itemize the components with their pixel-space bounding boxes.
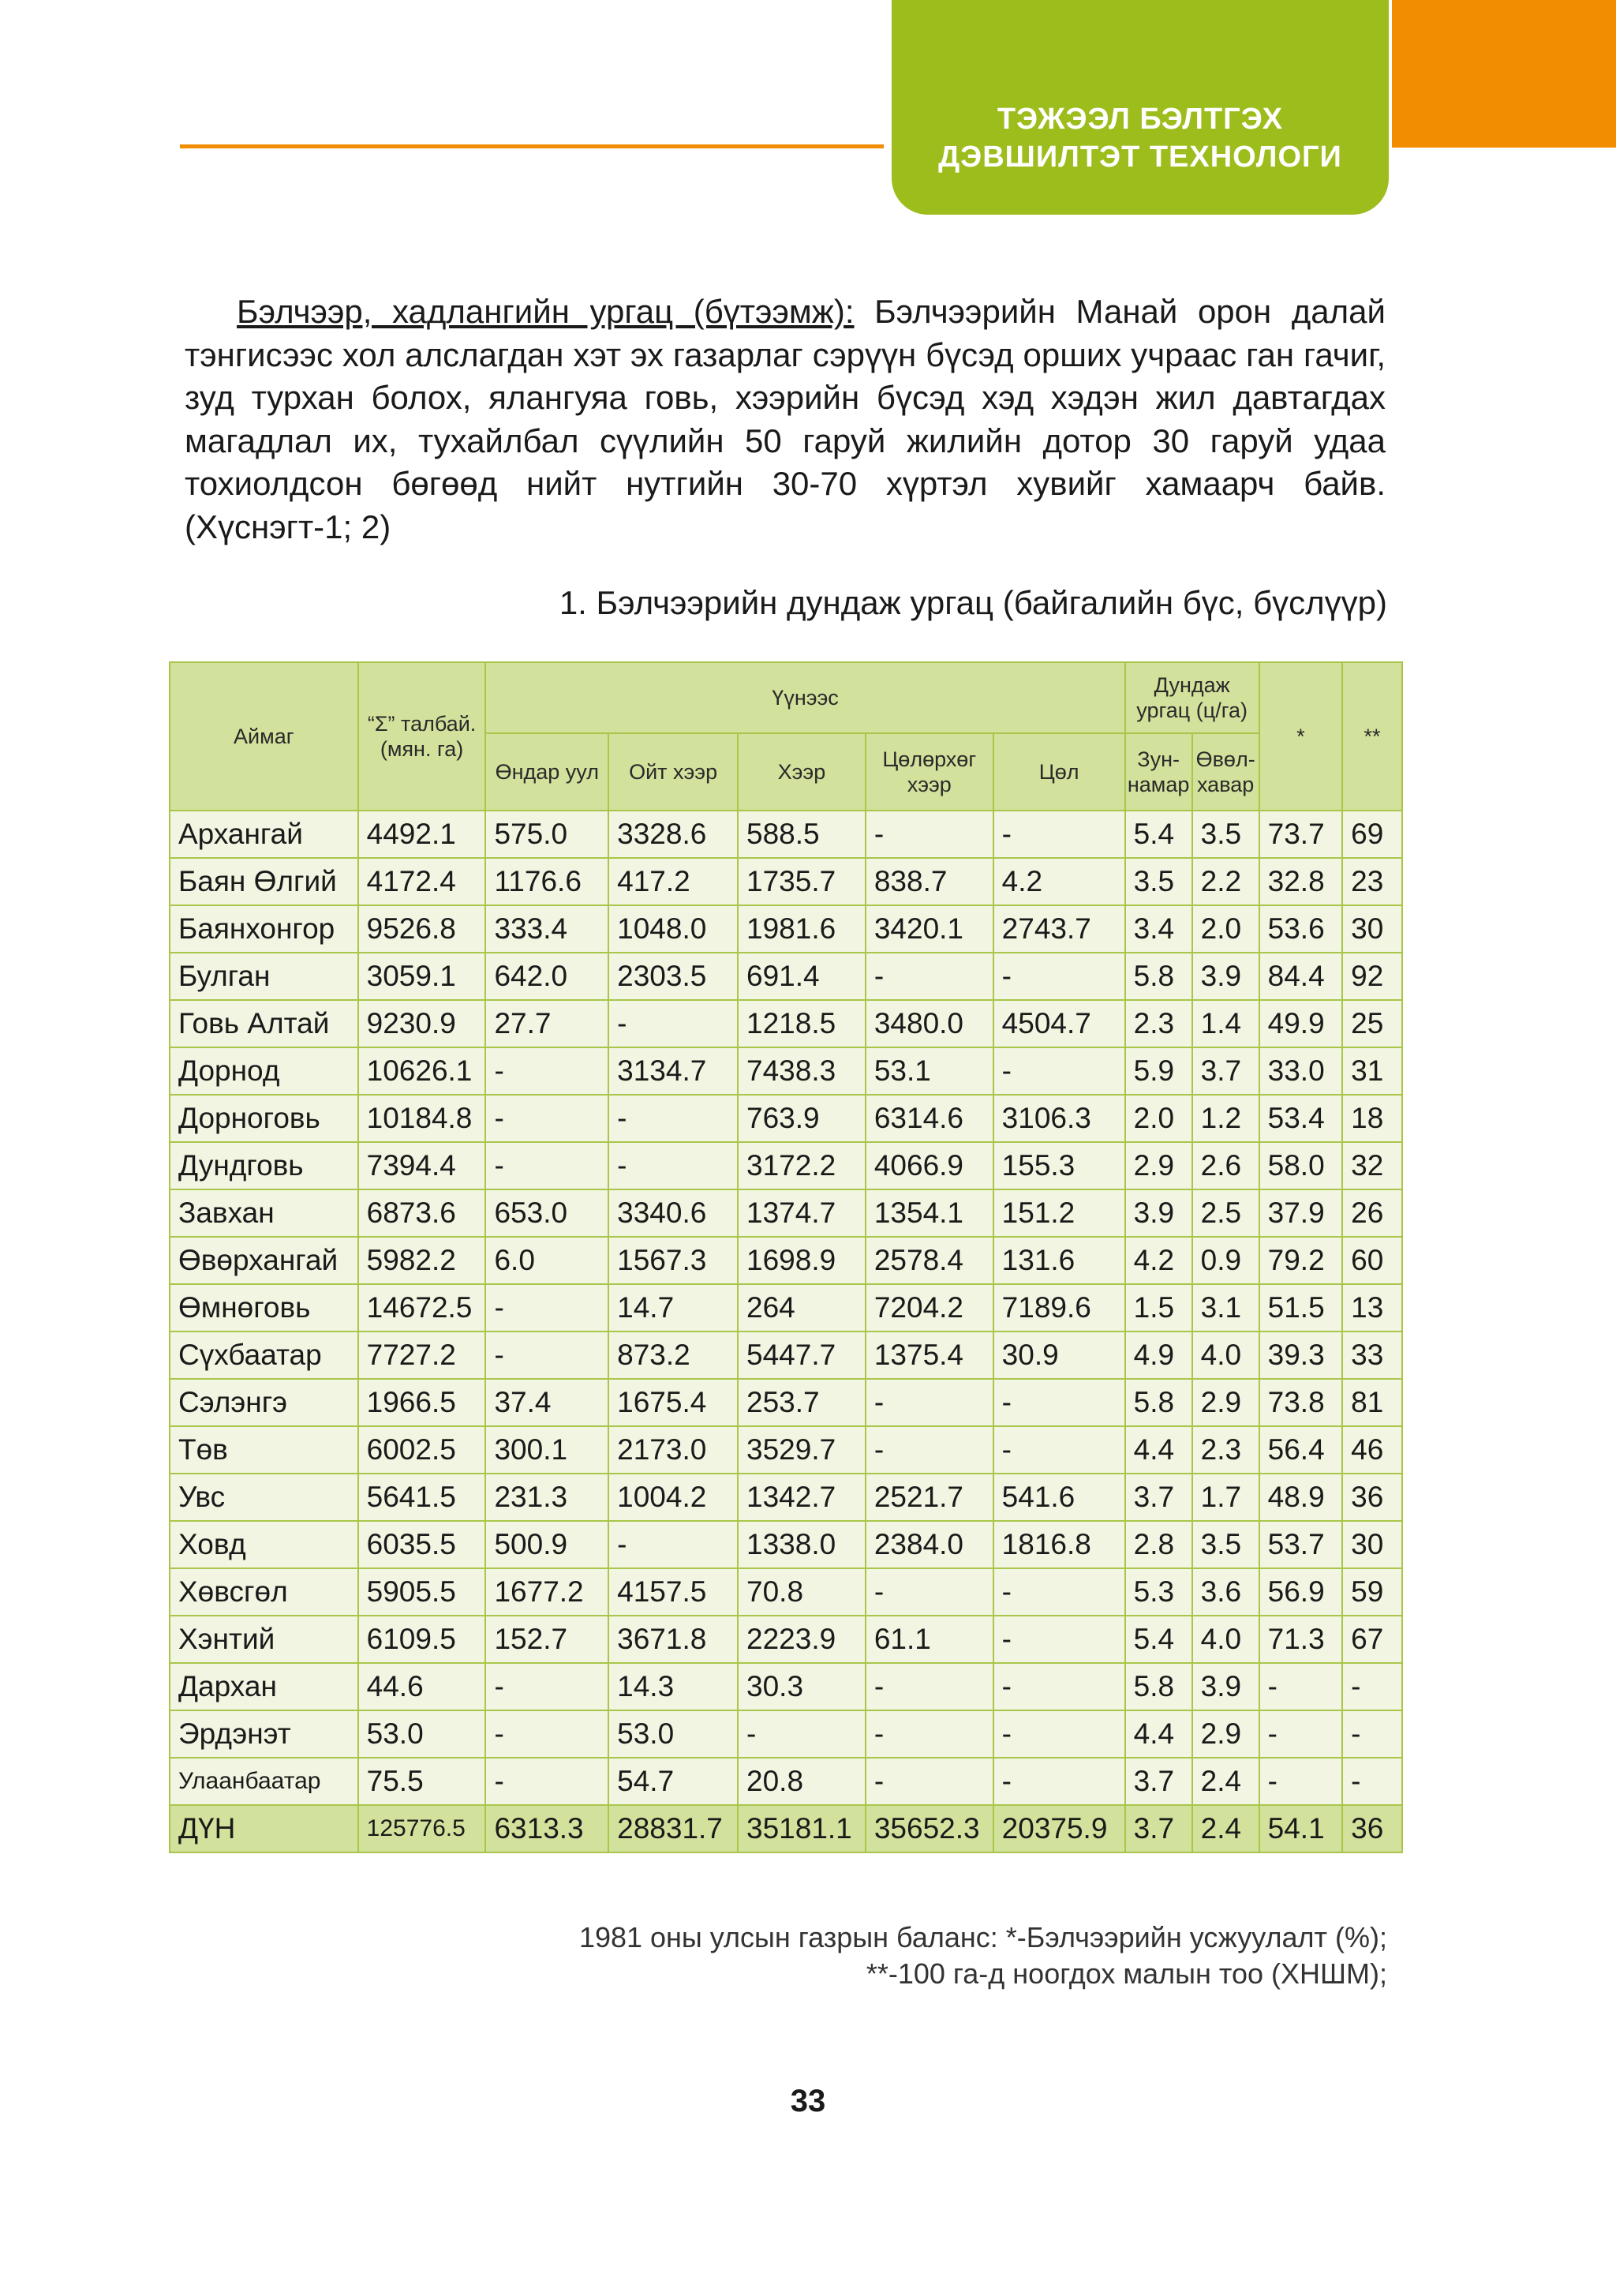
value-cell: 2384.0 [866, 1521, 993, 1568]
value-cell: - [738, 1710, 866, 1758]
value-cell: 3.7 [1125, 1474, 1192, 1521]
value-cell: 53.4 [1259, 1095, 1342, 1142]
value-cell: - [485, 1663, 608, 1710]
page-number: 33 [790, 2084, 826, 2118]
value-cell: 1354.1 [866, 1189, 993, 1237]
value-cell: 46 [1342, 1426, 1402, 1474]
value-cell: 253.7 [738, 1379, 866, 1426]
value-cell: 7438.3 [738, 1047, 866, 1095]
value-cell: 1.4 [1192, 1000, 1259, 1047]
value-cell: 79.2 [1259, 1237, 1342, 1284]
value-cell: 300.1 [485, 1426, 608, 1474]
header-sub: Цөлөрхөг хээр [866, 733, 993, 811]
value-cell: - [866, 1568, 993, 1616]
value-cell: 1677.2 [485, 1568, 608, 1616]
header-sub: Өндар уул [485, 733, 608, 811]
value-cell: 6.0 [485, 1237, 608, 1284]
value-cell: 36 [1342, 1474, 1402, 1521]
value-cell: 4.4 [1125, 1710, 1192, 1758]
table-row [170, 1047, 1402, 1095]
value-cell: 20.8 [738, 1758, 866, 1805]
value-cell: - [866, 1379, 993, 1426]
table-row [170, 1332, 1402, 1379]
value-cell: 151.2 [993, 1189, 1125, 1237]
value-cell: 27.7 [485, 1000, 608, 1047]
value-cell: 37.4 [485, 1379, 608, 1426]
value-cell: 155.3 [993, 1142, 1125, 1189]
value-cell: - [993, 953, 1125, 1000]
value-cell: 92 [1342, 953, 1402, 1000]
value-cell: 4172.4 [358, 858, 486, 905]
value-cell: 231.3 [485, 1474, 608, 1521]
table-row [170, 1758, 1402, 1805]
paragraph-lead: Бэлчээр, хадлангийн ургац (бүтээмж): [237, 293, 855, 330]
header-irrigation: * [1259, 662, 1342, 811]
value-cell: 2.9 [1192, 1379, 1259, 1426]
value-cell: - [485, 1095, 608, 1142]
value-cell: 500.9 [485, 1521, 608, 1568]
value-cell: 73.7 [1259, 811, 1342, 858]
value-cell: 54.1 [1259, 1805, 1342, 1852]
value-cell: - [866, 1710, 993, 1758]
value-cell: 58.0 [1259, 1142, 1342, 1189]
value-cell: 5905.5 [358, 1568, 486, 1616]
value-cell: - [608, 1000, 738, 1047]
value-cell: 2.4 [1192, 1805, 1259, 1852]
value-cell: 39.3 [1259, 1332, 1342, 1379]
value-cell: 3529.7 [738, 1426, 866, 1474]
chapter-title-line1: ТЭЖЭЭЛ БЭЛТГЭХ [997, 103, 1284, 136]
value-cell: 1375.4 [866, 1332, 993, 1379]
table-body [170, 811, 1402, 1852]
value-cell: 30 [1342, 905, 1402, 953]
value-cell: 6873.6 [358, 1189, 486, 1237]
value-cell: 4492.1 [358, 811, 486, 858]
chapter-tab [892, 0, 1389, 215]
value-cell: 5.8 [1125, 1379, 1192, 1426]
value-cell: - [608, 1521, 738, 1568]
value-cell: 18 [1342, 1095, 1402, 1142]
value-cell: - [608, 1142, 738, 1189]
value-cell: - [485, 1047, 608, 1095]
value-cell: 70.8 [738, 1568, 866, 1616]
value-cell: 131.6 [993, 1237, 1125, 1284]
value-cell: 1698.9 [738, 1237, 866, 1284]
value-cell: 9526.8 [358, 905, 486, 953]
value-cell: 30.3 [738, 1663, 866, 1710]
header-sub: Цөл [993, 733, 1125, 811]
value-cell: 2521.7 [866, 1474, 993, 1521]
value-cell: 4.4 [1125, 1426, 1192, 1474]
value-cell: 3106.3 [993, 1095, 1125, 1142]
value-cell: 5.8 [1125, 1663, 1192, 1710]
table-row [170, 953, 1402, 1000]
value-cell: 36 [1342, 1805, 1402, 1852]
value-cell: 10184.8 [358, 1095, 486, 1142]
value-cell: 2743.7 [993, 905, 1125, 953]
value-cell: 71.3 [1259, 1616, 1342, 1663]
value-cell: 6314.6 [866, 1095, 993, 1142]
value-cell: 3480.0 [866, 1000, 993, 1047]
value-cell: - [1342, 1663, 1402, 1710]
value-cell: - [866, 953, 993, 1000]
value-cell: 1.2 [1192, 1095, 1259, 1142]
table-row [170, 1284, 1402, 1332]
header-rule [180, 144, 884, 148]
value-cell: 2.0 [1192, 905, 1259, 953]
value-cell: - [866, 1426, 993, 1474]
value-cell: - [993, 1758, 1125, 1805]
value-cell: 37.9 [1259, 1189, 1342, 1237]
value-cell: 25 [1342, 1000, 1402, 1047]
value-cell: 6035.5 [358, 1521, 486, 1568]
value-cell: 3340.6 [608, 1189, 738, 1237]
value-cell: - [485, 1710, 608, 1758]
corner-accent [1392, 0, 1616, 148]
value-cell: 333.4 [485, 905, 608, 953]
value-cell: 1176.6 [485, 858, 608, 905]
value-cell: 53.0 [608, 1710, 738, 1758]
value-cell: 53.7 [1259, 1521, 1342, 1568]
value-cell: 691.4 [738, 953, 866, 1000]
value-cell: 1981.6 [738, 905, 866, 953]
value-cell: 5982.2 [358, 1237, 486, 1284]
value-cell: 26 [1342, 1189, 1402, 1237]
aimag-name-cell: Ховд [170, 1521, 358, 1568]
value-cell: 3328.6 [608, 811, 738, 858]
value-cell: 33 [1342, 1332, 1402, 1379]
value-cell: 5.4 [1125, 1616, 1192, 1663]
aimag-name-cell: Баян Өлгий [170, 858, 358, 905]
aimag-name-cell: Улаанбаатар [170, 1758, 358, 1805]
header-of-which: Үүнээс [485, 662, 1124, 733]
value-cell: 2.4 [1192, 1758, 1259, 1805]
value-cell: 4504.7 [993, 1000, 1125, 1047]
value-cell: 3.5 [1192, 1521, 1259, 1568]
aimag-name-cell: Дархан [170, 1663, 358, 1710]
value-cell: 54.7 [608, 1758, 738, 1805]
paragraph-body: Бэлчээрийн Манай орон далай тэнгисээс хол алслагдан хэт эх газарлаг сэрүүн бүсэд орших учраас ган гачиг, зуд турхан болох, ялангуяа говь, хээрийн бүсэд хэд хэдэн жил давтагдах магадлал их, тухайлбал сүүлийн 50 гаруй жилийн дотор 30 гаруй удаа тохиолдсон бөгөөд нийт нутгийн 30-70 хүртэл хувийг хамаарч байв. (Хүснэгт-1; 2) [185, 293, 1386, 545]
yield-table [169, 661, 1403, 1853]
table-row [170, 1568, 1402, 1616]
value-cell: 4.0 [1192, 1616, 1259, 1663]
aimag-name-cell: Говь Алтай [170, 1000, 358, 1047]
value-cell: 28831.7 [608, 1805, 738, 1852]
aimag-name-cell: Хөвсгөл [170, 1568, 358, 1616]
header-area: “Σ” талбай. (мян. га) [358, 662, 486, 811]
table-row [170, 1189, 1402, 1237]
header-aimag: Аймаг [170, 662, 358, 811]
value-cell: 4157.5 [608, 1568, 738, 1616]
value-cell: 14.3 [608, 1663, 738, 1710]
value-cell: - [866, 1663, 993, 1710]
value-cell: 3.5 [1125, 858, 1192, 905]
value-cell: - [485, 1284, 608, 1332]
value-cell: 3671.8 [608, 1616, 738, 1663]
aimag-name-cell: Архангай [170, 811, 358, 858]
value-cell: 4.2 [1125, 1237, 1192, 1284]
value-cell: 2223.9 [738, 1616, 866, 1663]
header-sub: Өвөл-хавар [1192, 733, 1259, 811]
header-avg-yield: Дундаж ургац (ц/га) [1125, 662, 1259, 733]
value-cell: 56.4 [1259, 1426, 1342, 1474]
value-cell: 3172.2 [738, 1142, 866, 1189]
value-cell: 2303.5 [608, 953, 738, 1000]
table-row [170, 905, 1402, 953]
value-cell: 1966.5 [358, 1379, 486, 1426]
chapter-title-line2: ДЭВШИЛТЭТ ТЕХНОЛОГИ [938, 140, 1342, 174]
value-cell: 53.6 [1259, 905, 1342, 953]
value-cell: 588.5 [738, 811, 866, 858]
value-cell: 1342.7 [738, 1474, 866, 1521]
value-cell: 2.9 [1125, 1142, 1192, 1189]
value-cell: 4066.9 [866, 1142, 993, 1189]
value-cell: 1218.5 [738, 1000, 866, 1047]
value-cell: 3.1 [1192, 1284, 1259, 1332]
value-cell: 69 [1342, 811, 1402, 858]
value-cell: 4.9 [1125, 1332, 1192, 1379]
value-cell: 3.5 [1192, 811, 1259, 858]
value-cell: 1338.0 [738, 1521, 866, 1568]
value-cell: 2578.4 [866, 1237, 993, 1284]
value-cell: - [993, 1710, 1125, 1758]
aimag-name-cell: Булган [170, 953, 358, 1000]
table-row [170, 1142, 1402, 1189]
value-cell: - [485, 1758, 608, 1805]
value-cell: 13 [1342, 1284, 1402, 1332]
value-cell: 5.4 [1125, 811, 1192, 858]
value-cell: 60 [1342, 1237, 1402, 1284]
value-cell: 2.9 [1192, 1710, 1259, 1758]
value-cell: - [1342, 1710, 1402, 1758]
value-cell: 23 [1342, 858, 1402, 905]
value-cell: - [993, 1568, 1125, 1616]
value-cell: 2.6 [1192, 1142, 1259, 1189]
value-cell: 0.9 [1192, 1237, 1259, 1284]
value-cell: 642.0 [485, 953, 608, 1000]
value-cell: 35652.3 [866, 1805, 993, 1852]
value-cell: 35181.1 [738, 1805, 866, 1852]
value-cell: 3420.1 [866, 905, 993, 953]
value-cell: 7189.6 [993, 1284, 1125, 1332]
value-cell: 81 [1342, 1379, 1402, 1426]
value-cell: 7204.2 [866, 1284, 993, 1332]
value-cell: 2.3 [1125, 1000, 1192, 1047]
value-cell: 7727.2 [358, 1332, 486, 1379]
value-cell: 125776.5 [358, 1805, 486, 1852]
aimag-name-cell: Сэлэнгэ [170, 1379, 358, 1426]
value-cell: 541.6 [993, 1474, 1125, 1521]
value-cell: 1004.2 [608, 1474, 738, 1521]
value-cell: 49.9 [1259, 1000, 1342, 1047]
value-cell: 653.0 [485, 1189, 608, 1237]
value-cell: 2.0 [1125, 1095, 1192, 1142]
value-cell: 32.8 [1259, 858, 1342, 905]
table-total-row [170, 1805, 1402, 1852]
value-cell: 1.7 [1192, 1474, 1259, 1521]
value-cell: 6313.3 [485, 1805, 608, 1852]
value-cell: 10626.1 [358, 1047, 486, 1095]
value-cell: - [993, 1616, 1125, 1663]
value-cell: 264 [738, 1284, 866, 1332]
table-row [170, 1710, 1402, 1758]
value-cell: 575.0 [485, 811, 608, 858]
value-cell: 5.9 [1125, 1047, 1192, 1095]
table-row [170, 858, 1402, 905]
value-cell: - [485, 1142, 608, 1189]
value-cell: - [993, 811, 1125, 858]
value-cell: - [485, 1332, 608, 1379]
table-note-1: 1981 оны улсын газрын баланс: *-Бэлчээрийн усжуулалт (%); [578, 1921, 1387, 1953]
value-cell: 3.9 [1192, 953, 1259, 1000]
value-cell: 5447.7 [738, 1332, 866, 1379]
value-cell: - [993, 1426, 1125, 1474]
value-cell: 3059.1 [358, 953, 486, 1000]
value-cell: 2.2 [1192, 858, 1259, 905]
value-cell: - [1342, 1758, 1402, 1805]
header-livestock-density: ** [1342, 662, 1402, 811]
value-cell: 51.5 [1259, 1284, 1342, 1332]
aimag-name-cell: Төв [170, 1426, 358, 1474]
aimag-name-cell: Эрдэнэт [170, 1710, 358, 1758]
table-row [170, 811, 1402, 858]
table-row [170, 1237, 1402, 1284]
value-cell: - [993, 1379, 1125, 1426]
aimag-name-cell: Баянхонгор [170, 905, 358, 953]
table-row [170, 1000, 1402, 1047]
value-cell: - [866, 1758, 993, 1805]
value-cell: - [993, 1047, 1125, 1095]
value-cell: 9230.9 [358, 1000, 486, 1047]
value-cell: 1374.7 [738, 1189, 866, 1237]
value-cell: - [866, 811, 993, 858]
table-row [170, 1095, 1402, 1142]
value-cell: 75.5 [358, 1758, 486, 1805]
value-cell: 14.7 [608, 1284, 738, 1332]
value-cell: 30.9 [993, 1332, 1125, 1379]
table-row [170, 1379, 1402, 1426]
aimag-name-cell: Сүхбаатар [170, 1332, 358, 1379]
value-cell: 5.8 [1125, 953, 1192, 1000]
value-cell: 2173.0 [608, 1426, 738, 1474]
value-cell: - [1259, 1710, 1342, 1758]
value-cell: 4.0 [1192, 1332, 1259, 1379]
aimag-name-cell: Өмнөговь [170, 1284, 358, 1332]
header-sub: Ойт хээр [608, 733, 738, 811]
value-cell: 6002.5 [358, 1426, 486, 1474]
value-cell: 53.0 [358, 1710, 486, 1758]
value-cell: 59 [1342, 1568, 1402, 1616]
table-note-2: **-100 га-д ноогдох малын тоо (ХНШМ); [866, 1957, 1387, 1990]
table-row [170, 1616, 1402, 1663]
header-sub: Хээр [738, 733, 866, 811]
value-cell: 2.3 [1192, 1426, 1259, 1474]
table-row [170, 1663, 1402, 1710]
value-cell: 31 [1342, 1047, 1402, 1095]
aimag-name-cell: Хэнтий [170, 1616, 358, 1663]
aimag-name-cell: Завхан [170, 1189, 358, 1237]
value-cell: 3.7 [1125, 1805, 1192, 1852]
value-cell: 5.3 [1125, 1568, 1192, 1616]
aimag-name-cell: Дорнод [170, 1047, 358, 1095]
value-cell: 20375.9 [993, 1805, 1125, 1852]
value-cell: 61.1 [866, 1616, 993, 1663]
value-cell: 1816.8 [993, 1521, 1125, 1568]
value-cell: - [1259, 1758, 1342, 1805]
value-cell: 4.2 [993, 858, 1125, 905]
value-cell: 44.6 [358, 1663, 486, 1710]
value-cell: 417.2 [608, 858, 738, 905]
value-cell: 56.9 [1259, 1568, 1342, 1616]
value-cell: 2.5 [1192, 1189, 1259, 1237]
value-cell: 873.2 [608, 1332, 738, 1379]
value-cell: 67 [1342, 1616, 1402, 1663]
value-cell: 838.7 [866, 858, 993, 905]
value-cell: 6109.5 [358, 1616, 486, 1663]
value-cell: 5641.5 [358, 1474, 486, 1521]
value-cell: 3.4 [1125, 905, 1192, 953]
aimag-name-cell: Дорноговь [170, 1095, 358, 1142]
value-cell: 14672.5 [358, 1284, 486, 1332]
value-cell: 84.4 [1259, 953, 1342, 1000]
aimag-name-cell: Дундговь [170, 1142, 358, 1189]
value-cell: 48.9 [1259, 1474, 1342, 1521]
value-cell: 3.6 [1192, 1568, 1259, 1616]
value-cell: - [1259, 1663, 1342, 1710]
value-cell: 1735.7 [738, 858, 866, 905]
value-cell: 3134.7 [608, 1047, 738, 1095]
value-cell: - [608, 1095, 738, 1142]
value-cell: 53.1 [866, 1047, 993, 1095]
value-cell: 1567.3 [608, 1237, 738, 1284]
table-row [170, 1521, 1402, 1568]
header-sub: Зун-намар [1125, 733, 1192, 811]
intro-paragraph [185, 290, 1386, 549]
value-cell: 1048.0 [608, 905, 738, 953]
value-cell: - [993, 1663, 1125, 1710]
value-cell: 73.8 [1259, 1379, 1342, 1426]
value-cell: 152.7 [485, 1616, 608, 1663]
value-cell: 3.9 [1125, 1189, 1192, 1237]
value-cell: 3.9 [1192, 1663, 1259, 1710]
table-caption: 1. Бэлчээрийн дундаж ургац (байгалийн бүс, бүслүүр) [559, 584, 1387, 621]
value-cell: 3.7 [1125, 1758, 1192, 1805]
value-cell: 1675.4 [608, 1379, 738, 1426]
value-cell: 2.8 [1125, 1521, 1192, 1568]
aimag-name-cell: Увс [170, 1474, 358, 1521]
value-cell: 7394.4 [358, 1142, 486, 1189]
value-cell: 1.5 [1125, 1284, 1192, 1332]
value-cell: 3.7 [1192, 1047, 1259, 1095]
value-cell: 30 [1342, 1521, 1402, 1568]
aimag-name-cell: Өвөрхангай [170, 1237, 358, 1284]
table-row [170, 1426, 1402, 1474]
value-cell: 763.9 [738, 1095, 866, 1142]
table-row [170, 1474, 1402, 1521]
aimag-name-cell: ДҮН [170, 1805, 358, 1852]
value-cell: 32 [1342, 1142, 1402, 1189]
value-cell: 33.0 [1259, 1047, 1342, 1095]
